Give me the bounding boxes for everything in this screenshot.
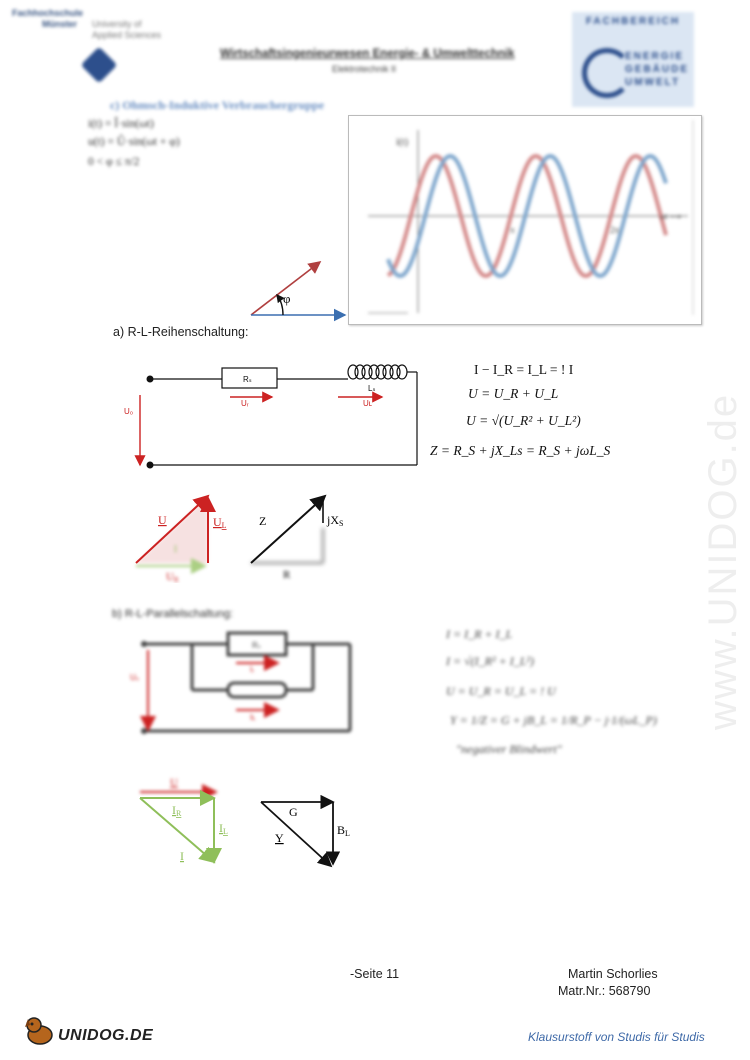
footer-slogan: Klausurstoff von Studis für Studis — [528, 1030, 705, 1044]
series-circuit — [110, 355, 430, 480]
rs-label: Rₛ — [243, 375, 252, 384]
department-words: ENERGIE GEBÄUDE UMWELT — [625, 51, 690, 88]
triangle-ir-label: IR — [172, 803, 182, 818]
current-triangle — [130, 770, 245, 870]
plot-mark-2pi: 2π — [610, 225, 620, 235]
plot-x-label: ωt ⟶ — [660, 212, 681, 221]
department-title: FACHBEREICH — [585, 16, 681, 27]
triangle-bl-label: BL — [337, 823, 350, 838]
impedance-triangle — [245, 488, 365, 583]
z-phasor — [251, 496, 325, 563]
parallel-eq1: I = I_R + I_L — [446, 627, 513, 641]
parallel-eq4: Y = 1/Z = G + jB_L = 1/R_P − j·1/(ωL_P) — [450, 713, 657, 727]
parallel-eq3: U = U_R = U_L = ! U — [446, 684, 556, 698]
tri-r-label: R — [283, 569, 291, 581]
parallel-circuit — [128, 628, 358, 743]
section-c-eq3: 0 < φ ≤ π/2 — [88, 156, 140, 168]
triangle-y-label: Y — [275, 831, 284, 845]
tri-u-label: U — [158, 513, 167, 527]
triangle-u-label: U — [170, 777, 178, 789]
ur-label: Uᵣ — [241, 399, 249, 408]
section-c-heading: c) Ohmsch-Induktive Verbrauchergruppe — [110, 98, 325, 112]
tri-i-label: I — [174, 544, 177, 554]
section-c-eq2: u(t) = Û·sin(ωt + φ) — [88, 136, 180, 148]
admittance-triangle — [255, 790, 365, 875]
page-number: -Seite 11 — [350, 967, 400, 981]
watermark: www.UNIDOG.de — [701, 392, 745, 730]
course-title: Wirtschaftsingenieurwesen Energie- & Umwelttechnik — [220, 48, 515, 60]
matriculation-number: Matr.Nr.: 568790 — [558, 984, 651, 998]
series-eq2: U = U_R + U_L — [468, 386, 559, 401]
parallel-u0-label: U₀ — [130, 673, 140, 682]
section-a-label: a) R-L-Reihenschaltung: — [113, 325, 249, 339]
tri-jx-label: jXS — [327, 513, 344, 528]
series-eq1: I − I_R = I_L = ! I — [474, 362, 574, 377]
series-eq3: U = √(U_R² + U_L²) — [466, 413, 581, 428]
university-logo — [81, 47, 118, 84]
parallel-eq5: "negativer Blindwert" — [456, 742, 562, 756]
parallel-inductor — [228, 683, 286, 697]
tri-z-label: Z — [259, 514, 267, 528]
sine-plot — [348, 115, 702, 325]
triangle-g-label: G — [289, 805, 298, 819]
parallel-ir-label: Iᵣ — [250, 665, 255, 674]
section-b-label: b) R-L-Parallelschaltung: — [112, 608, 234, 620]
tri-ur-label: UR — [166, 571, 179, 583]
parallel-eq2: I = √(I_R² + I_L²) — [446, 654, 534, 668]
triangle-i-label: I — [180, 849, 184, 863]
author-name: Martin Schorlies — [568, 967, 658, 981]
phasor-diagram — [245, 255, 355, 325]
inductor-ls — [348, 365, 407, 379]
u0-label: U₀ — [124, 407, 134, 416]
phase-angle-label: φ — [283, 291, 291, 306]
brand-logo-text: UNIDOG.DE — [58, 1027, 154, 1044]
triangle-il-label: IL — [219, 821, 228, 836]
tri-ul-label: UL — [213, 515, 227, 530]
voltage-triangle — [130, 488, 240, 583]
dog-logo-icon — [22, 1015, 58, 1047]
plot-mark-pi: π — [510, 225, 515, 235]
parallel-il-label: Iʟ — [250, 713, 256, 722]
section-c-eq1: i(t) = Î·sin(ωt) — [88, 118, 154, 130]
series-eq4: Z = R_S + jX_Ls = R_S + jωL_S — [430, 443, 611, 458]
university-name: Fachhochschule Münster University of Applied Sciences — [12, 8, 162, 40]
ul-label: Uʟ — [363, 399, 373, 408]
voltage-phasor — [251, 262, 320, 315]
parallel-rs-label: Rₛ — [252, 641, 261, 650]
ls-label: Lₛ — [368, 384, 376, 393]
course-subtitle: Elektrotechnik II — [332, 64, 397, 74]
i-phasor — [140, 798, 214, 862]
plot-y-label: i(t) — [396, 137, 409, 148]
